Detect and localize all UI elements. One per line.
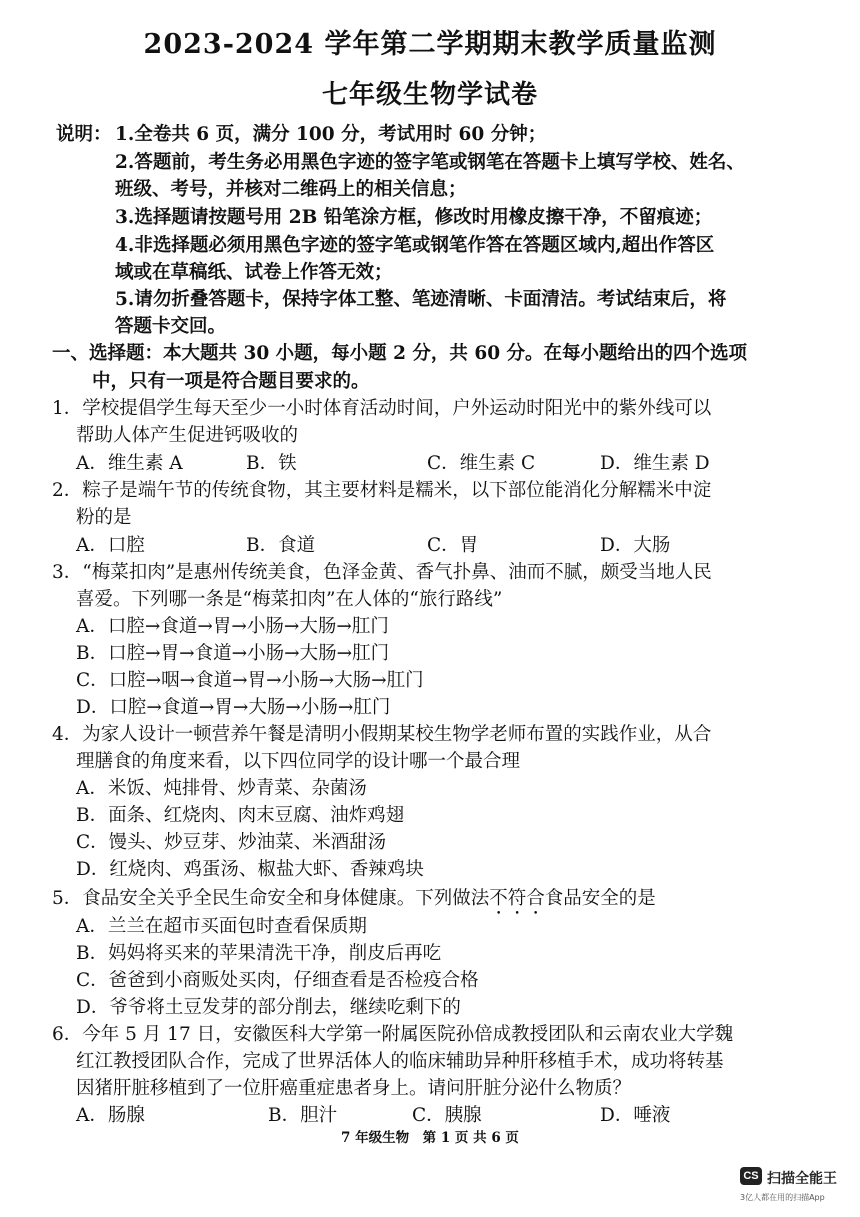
question-2-option-d: D．大肠: [600, 535, 671, 556]
question-6-option-a: A．肠腺: [76, 1105, 145, 1126]
question-5-stem: [52, 888, 656, 919]
instruction-line: 1.全卷共 6 页，满分 100 分，考试用时 60 分钟；: [115, 124, 547, 145]
camscanner-logo-icon: CS: [740, 1167, 762, 1185]
exam-title: 2023-2024 学年第二学期期末教学质量监测: [143, 29, 717, 60]
question-6-option-c: C．胰腺: [412, 1105, 482, 1126]
question-4-option-c: C．馒头、炒豆芽、炒油菜、米酒甜汤: [76, 832, 387, 853]
question-2-stem: 2．粽子是端午节的传统食物，其主要材料是糯米，以下部位能消化分解糯米中淀: [52, 480, 712, 501]
question-1-stem: 1．学校提倡学生每天至少一小时体育活动时间，户外运动时阳光中的紫外线可以: [52, 398, 712, 419]
question-4-option-d: D．红烧肉、鸡蛋汤、椒盐大虾、香辣鸡块: [76, 859, 424, 880]
question-5-option-a: A．兰兰在超市买面包时查看保质期: [76, 916, 367, 937]
instruction-line: 域或在草稿纸、试卷上作答无效；: [115, 262, 393, 283]
page-footer: 7 年级生物 第 1 页 共 6 页: [341, 1130, 519, 1146]
section-heading: 一、选择题：本大题共 30 小题，每小题 2 分，共 60 分。在每小题给出的四个选项: [52, 343, 748, 364]
question-3-option-b: B．口腔→胃→食道→小肠→大肠→肛门: [76, 643, 390, 664]
question-6-stem: 6．今年 5 月 17 日，安徽医科大学第一附属医院孙倍成教授团队和云南农业大学魏: [52, 1024, 734, 1045]
instruction-line: 答题卡交回。: [115, 316, 227, 337]
camscanner-name: 扫描全能王: [767, 1171, 837, 1187]
question-1-option-b: B．铁: [246, 453, 297, 474]
question-2-option-a: A．口腔: [76, 535, 145, 556]
question-3-stem-cont: 喜爱。下列哪一条是“梅菜扣肉”在人体的“旅行路线”: [76, 589, 503, 610]
instruction-line: 2.答题前，考生务必用黑色字迹的签字笔或钢笔在答题卡上填写学校、姓名、: [115, 152, 745, 173]
instruction-line: 班级、考号，并核对二维码上的相关信息；: [115, 179, 467, 200]
camscanner-tagline: 3亿人都在用的扫描App: [740, 1193, 825, 1202]
question-5-option-b: B．妈妈将买来的苹果清洗干净，削皮后再吃: [76, 943, 442, 964]
question-4-option-b: B．面条、红烧肉、肉末豆腐、油炸鸡翅: [76, 805, 405, 826]
instructions-label: 说明：: [56, 124, 112, 145]
question-6-option-b: B．胆汁: [268, 1105, 338, 1126]
question-3-stem: 3．“梅菜扣肉”是惠州传统美食，色泽金黄、香气扑鼻、油而不腻，颇受当地人民: [52, 562, 712, 583]
question-2-option-c: C．胃: [427, 535, 479, 556]
exam-subtitle: 七年级生物学试卷: [321, 80, 538, 110]
question-5-stem-part: 5．食品安全关乎全民生命安全和身体健康。下列做法: [52, 888, 490, 909]
question-5-stem-part: 食品安全的是: [544, 888, 656, 909]
question-6-option-d: D．唾液: [600, 1105, 671, 1126]
question-2-option-b: B．食道: [246, 535, 316, 556]
question-5-option-c: C．爸爸到小商贩处买肉，仔细查看是否检疫合格: [76, 970, 479, 991]
question-3-option-a: A．口腔→食道→胃→小肠→大肠→肛门: [76, 616, 389, 637]
question-5-option-d: D．爷爷将土豆发芽的部分削去，继续吃剩下的: [76, 997, 461, 1018]
question-6-stem-cont: 红江教授团队合作，完成了世界活体人的临床辅助异种肝移植手术，成功将转基: [76, 1051, 724, 1072]
question-5-stem-emphasis: 不符合: [489, 888, 545, 909]
question-1-option-c: C．维生素 C: [427, 453, 536, 474]
question-3-option-c: C．口腔→咽→食道→胃→小肠→大肠→肛门: [76, 670, 424, 691]
section-heading-cont: 中，只有一项是符合题目要求的。: [92, 371, 370, 392]
question-4-stem: 4．为家人设计一顿营养午餐是清明小假期某校生物学老师布置的实践作业，从合: [52, 724, 712, 745]
question-4-stem-cont: 理膳食的角度来看，以下四位同学的设计哪一个最合理: [76, 751, 521, 772]
question-1-stem-cont: 帮助人体产生促进钙吸收的: [76, 425, 299, 446]
question-1-option-d: D．维生素 D: [600, 453, 710, 474]
question-3-option-d: D．口腔→食道→胃→大肠→小肠→肛门: [76, 697, 391, 718]
question-4-option-a: A．米饭、炖排骨、炒青菜、杂菌汤: [76, 778, 367, 799]
question-1-option-a: A．维生素 A: [76, 453, 183, 474]
question-6-stem-cont: 因猪肝脏移植到了一位肝癌重症患者身上。请问肝脏分泌什么物质？: [76, 1078, 632, 1099]
instruction-line: 4.非选择题必须用黑色字迹的签字笔或钢笔作答在答题区域内,超出作答区: [115, 235, 715, 256]
instruction-line: 5.请勿折叠答题卡，保持字体工整、笔迹清晰、卡面清洁。考试结束后，将: [115, 289, 727, 310]
question-2-stem-cont: 粉的是: [76, 507, 132, 528]
instruction-line: 3.选择题请按题号用 2B 铅笔涂方框，修改时用橡皮擦干净，不留痕迹；: [115, 207, 713, 228]
